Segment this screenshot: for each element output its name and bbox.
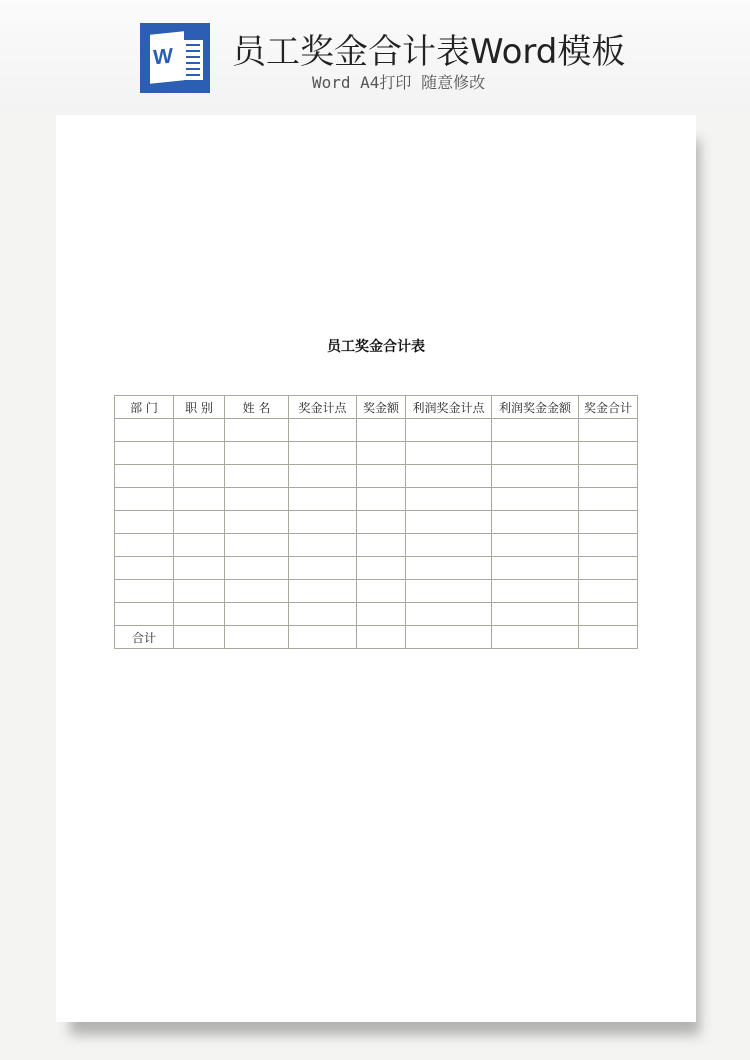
table-cell[interactable] [115,488,174,511]
table-cell[interactable] [115,511,174,534]
table-cell[interactable] [492,557,579,580]
table-cell[interactable] [174,580,225,603]
table-cell[interactable] [225,603,289,626]
table-cell[interactable] [225,465,289,488]
table-cell[interactable] [289,626,357,649]
table-row [115,534,638,557]
header-name: 姓 名 [225,396,289,419]
header-profit-bonus-points: 利润奖金计点 [406,396,492,419]
header-bonus-points: 奖金计点 [289,396,357,419]
table-cell[interactable] [406,603,492,626]
table-cell[interactable] [115,534,174,557]
table-cell[interactable] [174,442,225,465]
table-cell[interactable] [492,511,579,534]
table-cell[interactable] [174,626,225,649]
table-cell[interactable] [579,511,638,534]
table-cell[interactable] [115,442,174,465]
table-cell[interactable] [579,603,638,626]
table-cell[interactable] [406,511,492,534]
table-cell[interactable] [289,557,357,580]
table-cell[interactable] [225,580,289,603]
header-position: 职 别 [174,396,225,419]
table-cell[interactable] [115,465,174,488]
table-cell[interactable] [225,511,289,534]
table-cell[interactable] [406,580,492,603]
table-row [115,488,638,511]
table-cell[interactable] [225,419,289,442]
header-department: 部 门 [115,396,174,419]
table-cell[interactable] [579,534,638,557]
table-cell[interactable] [492,488,579,511]
table-cell[interactable] [357,626,406,649]
table-cell[interactable] [406,626,492,649]
table-cell[interactable] [579,442,638,465]
table-cell[interactable] [357,488,406,511]
table-row [115,511,638,534]
banner-subtitle: Word A4打印 随意修改 [312,73,486,92]
document-page [56,115,696,1022]
table-cell[interactable] [492,465,579,488]
table-cell[interactable] [225,442,289,465]
table-cell[interactable] [174,534,225,557]
table-cell[interactable] [492,626,579,649]
table-header-row [115,396,638,419]
header-profit-bonus-amount: 利润奖金金额 [492,396,579,419]
table-cell[interactable] [492,603,579,626]
table-cell[interactable] [289,488,357,511]
table-cell[interactable] [289,580,357,603]
table-cell[interactable] [289,419,357,442]
table-cell[interactable] [357,511,406,534]
table-cell[interactable] [174,511,225,534]
table-row [115,442,638,465]
table-cell[interactable] [225,534,289,557]
table-cell[interactable] [492,534,579,557]
table-cell[interactable] [579,465,638,488]
table-cell[interactable]: 合计 [115,626,174,649]
document-title: 员工奖金合计表 [327,339,425,355]
total-row [115,626,638,649]
table-cell[interactable] [225,488,289,511]
table-cell[interactable] [225,557,289,580]
table-cell[interactable] [115,419,174,442]
table-cell[interactable] [406,465,492,488]
table-cell[interactable] [115,580,174,603]
template-banner [0,0,750,110]
table-cell[interactable] [492,419,579,442]
table-row [115,603,638,626]
table-cell[interactable] [289,511,357,534]
table-cell[interactable] [289,603,357,626]
header-bonus-amount: 奖金额 [357,396,406,419]
table-cell[interactable] [579,626,638,649]
table-cell[interactable] [357,580,406,603]
bonus-summary-table [114,395,638,649]
table-cell[interactable] [579,488,638,511]
table-cell[interactable] [115,603,174,626]
word-doc-icon [140,23,210,93]
table-cell[interactable] [357,419,406,442]
table-cell[interactable] [174,557,225,580]
table-cell[interactable] [357,534,406,557]
table-cell[interactable] [579,557,638,580]
table-cell[interactable] [174,419,225,442]
table-cell[interactable] [492,442,579,465]
table-cell[interactable] [174,488,225,511]
header-bonus-total: 奖金合计 [579,396,638,419]
table-row [115,465,638,488]
table-row [115,557,638,580]
banner-title: 员工奖金合计表Word模板 [232,32,626,72]
table-cell[interactable] [174,603,225,626]
table-cell[interactable] [357,557,406,580]
table-cell[interactable] [174,465,225,488]
table-cell[interactable] [579,580,638,603]
table-cell[interactable] [406,557,492,580]
table-cell[interactable] [406,488,492,511]
table-cell[interactable] [357,442,406,465]
table-row [115,580,638,603]
table-cell[interactable] [289,534,357,557]
table-cell[interactable] [115,557,174,580]
table-cell[interactable] [289,465,357,488]
table-cell[interactable] [406,442,492,465]
logo-letter: W [153,44,173,70]
table-cell[interactable] [357,603,406,626]
table-cell[interactable] [579,419,638,442]
table-cell[interactable] [492,580,579,603]
table-cell[interactable] [406,419,492,442]
table-cell[interactable] [289,442,357,465]
table-cell[interactable] [357,465,406,488]
table-cell[interactable] [406,534,492,557]
table-row [115,419,638,442]
table-cell[interactable] [225,626,289,649]
